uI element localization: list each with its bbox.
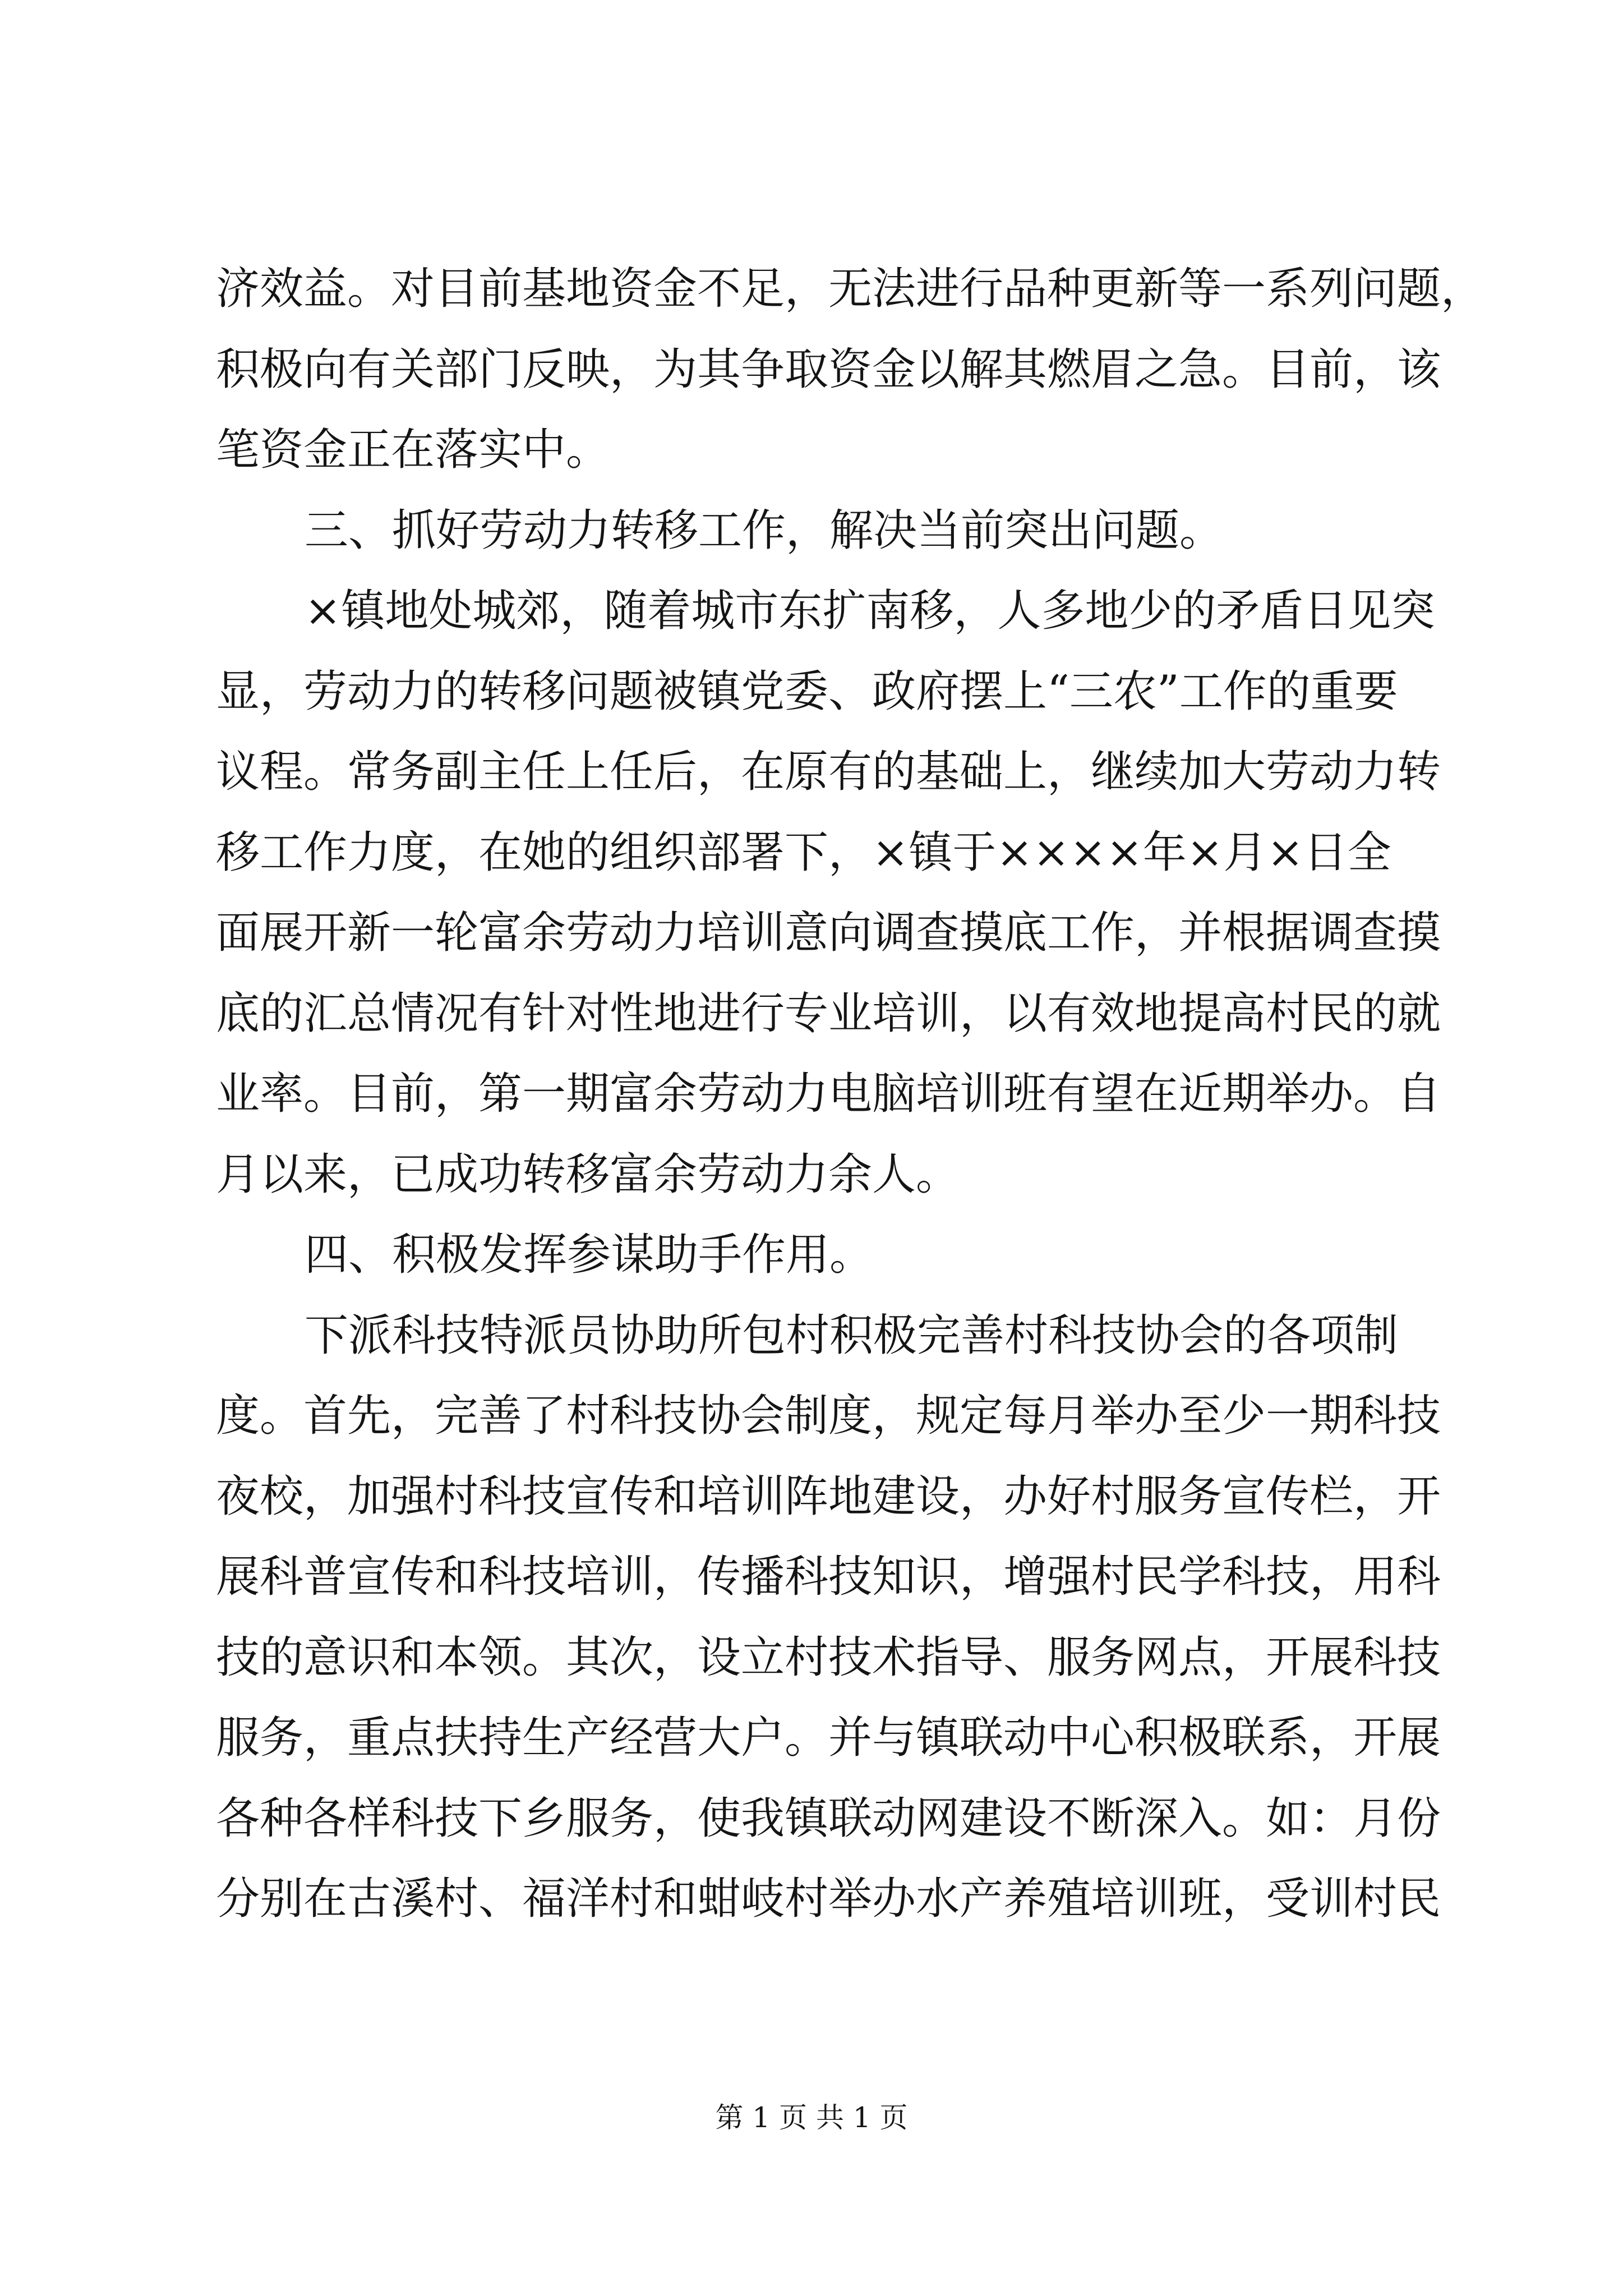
text-line: 月以来，已成功转移富余劳动力余人。 xyxy=(216,1149,960,1200)
document-body xyxy=(216,249,1485,1940)
text-line: 度。首先，完善了村科技协会制度，规定每月举办至少一期科技 xyxy=(216,1391,1441,1441)
text-line: 夜校，加强村科技宣传和培训阵地建设，办好村服务宣传栏，开 xyxy=(216,1471,1441,1522)
text-line: 各种各样科技下乡服务，使我镇联动网建设不断深入。如：月份 xyxy=(216,1793,1441,1844)
section-heading: 四、积极发挥参谋助手作用。 xyxy=(305,1230,874,1280)
text-line: 移工作力度，在她的组织部署下，×镇于××××年×月×日全 xyxy=(216,827,1391,878)
text-line: 笔资金正在落实中。 xyxy=(216,425,610,475)
text-line: 积极向有关部门反映，为其争取资金以解其燃眉之急。目前，该 xyxy=(216,344,1441,395)
text-line: 展科普宣传和科技培训，传播科技知识，增强村民学科技，用科 xyxy=(216,1552,1441,1602)
text-line: 显，劳动力的转移问题被镇党委、政府摆上“三农”工作的重要 xyxy=(216,666,1398,717)
text-line: 服务，重点扶持生产经营大户。并与镇联动中心积极联系，开展 xyxy=(216,1713,1441,1763)
text-line: 议程。常务副主任上任后，在原有的基础上，继续加大劳动力转 xyxy=(216,747,1441,797)
text-line: 底的汇总情况有针对性地进行专业培训，以有效地提高村民的就 xyxy=(216,988,1441,1039)
page-footer xyxy=(0,2098,1623,2137)
text-line: 面展开新一轮富余劳动力培训意向调查摸底工作，并根据调查摸 xyxy=(216,908,1441,958)
text-line: 技的意识和本领。其次，设立村技术指导、服务网点，开展科技 xyxy=(216,1632,1441,1683)
text-line: 分别在古溪村、福洋村和蚶岐村举办水产养殖培训班，受训村民 xyxy=(216,1874,1441,1924)
text-line: 业率。目前，第一期富余劳动力电脑培训班有望在近期举办。自 xyxy=(216,1069,1441,1119)
paragraph-start-line: ×镇地处城郊，随着城市东扩南移，人多地少的矛盾日见突 xyxy=(305,586,1435,636)
page-number-label: 第 1 页 共 1 页 xyxy=(715,2101,908,2134)
paragraph-start-line: 下派科技特派员协助所包村积极完善村科技协会的各项制 xyxy=(305,1310,1399,1361)
section-heading: 三、抓好劳动力转移工作，解决当前突出问题。 xyxy=(305,505,1224,556)
text-line: 济效益。对目前基地资金不足，无法进行品种更新等一系列问题， xyxy=(216,264,1485,314)
